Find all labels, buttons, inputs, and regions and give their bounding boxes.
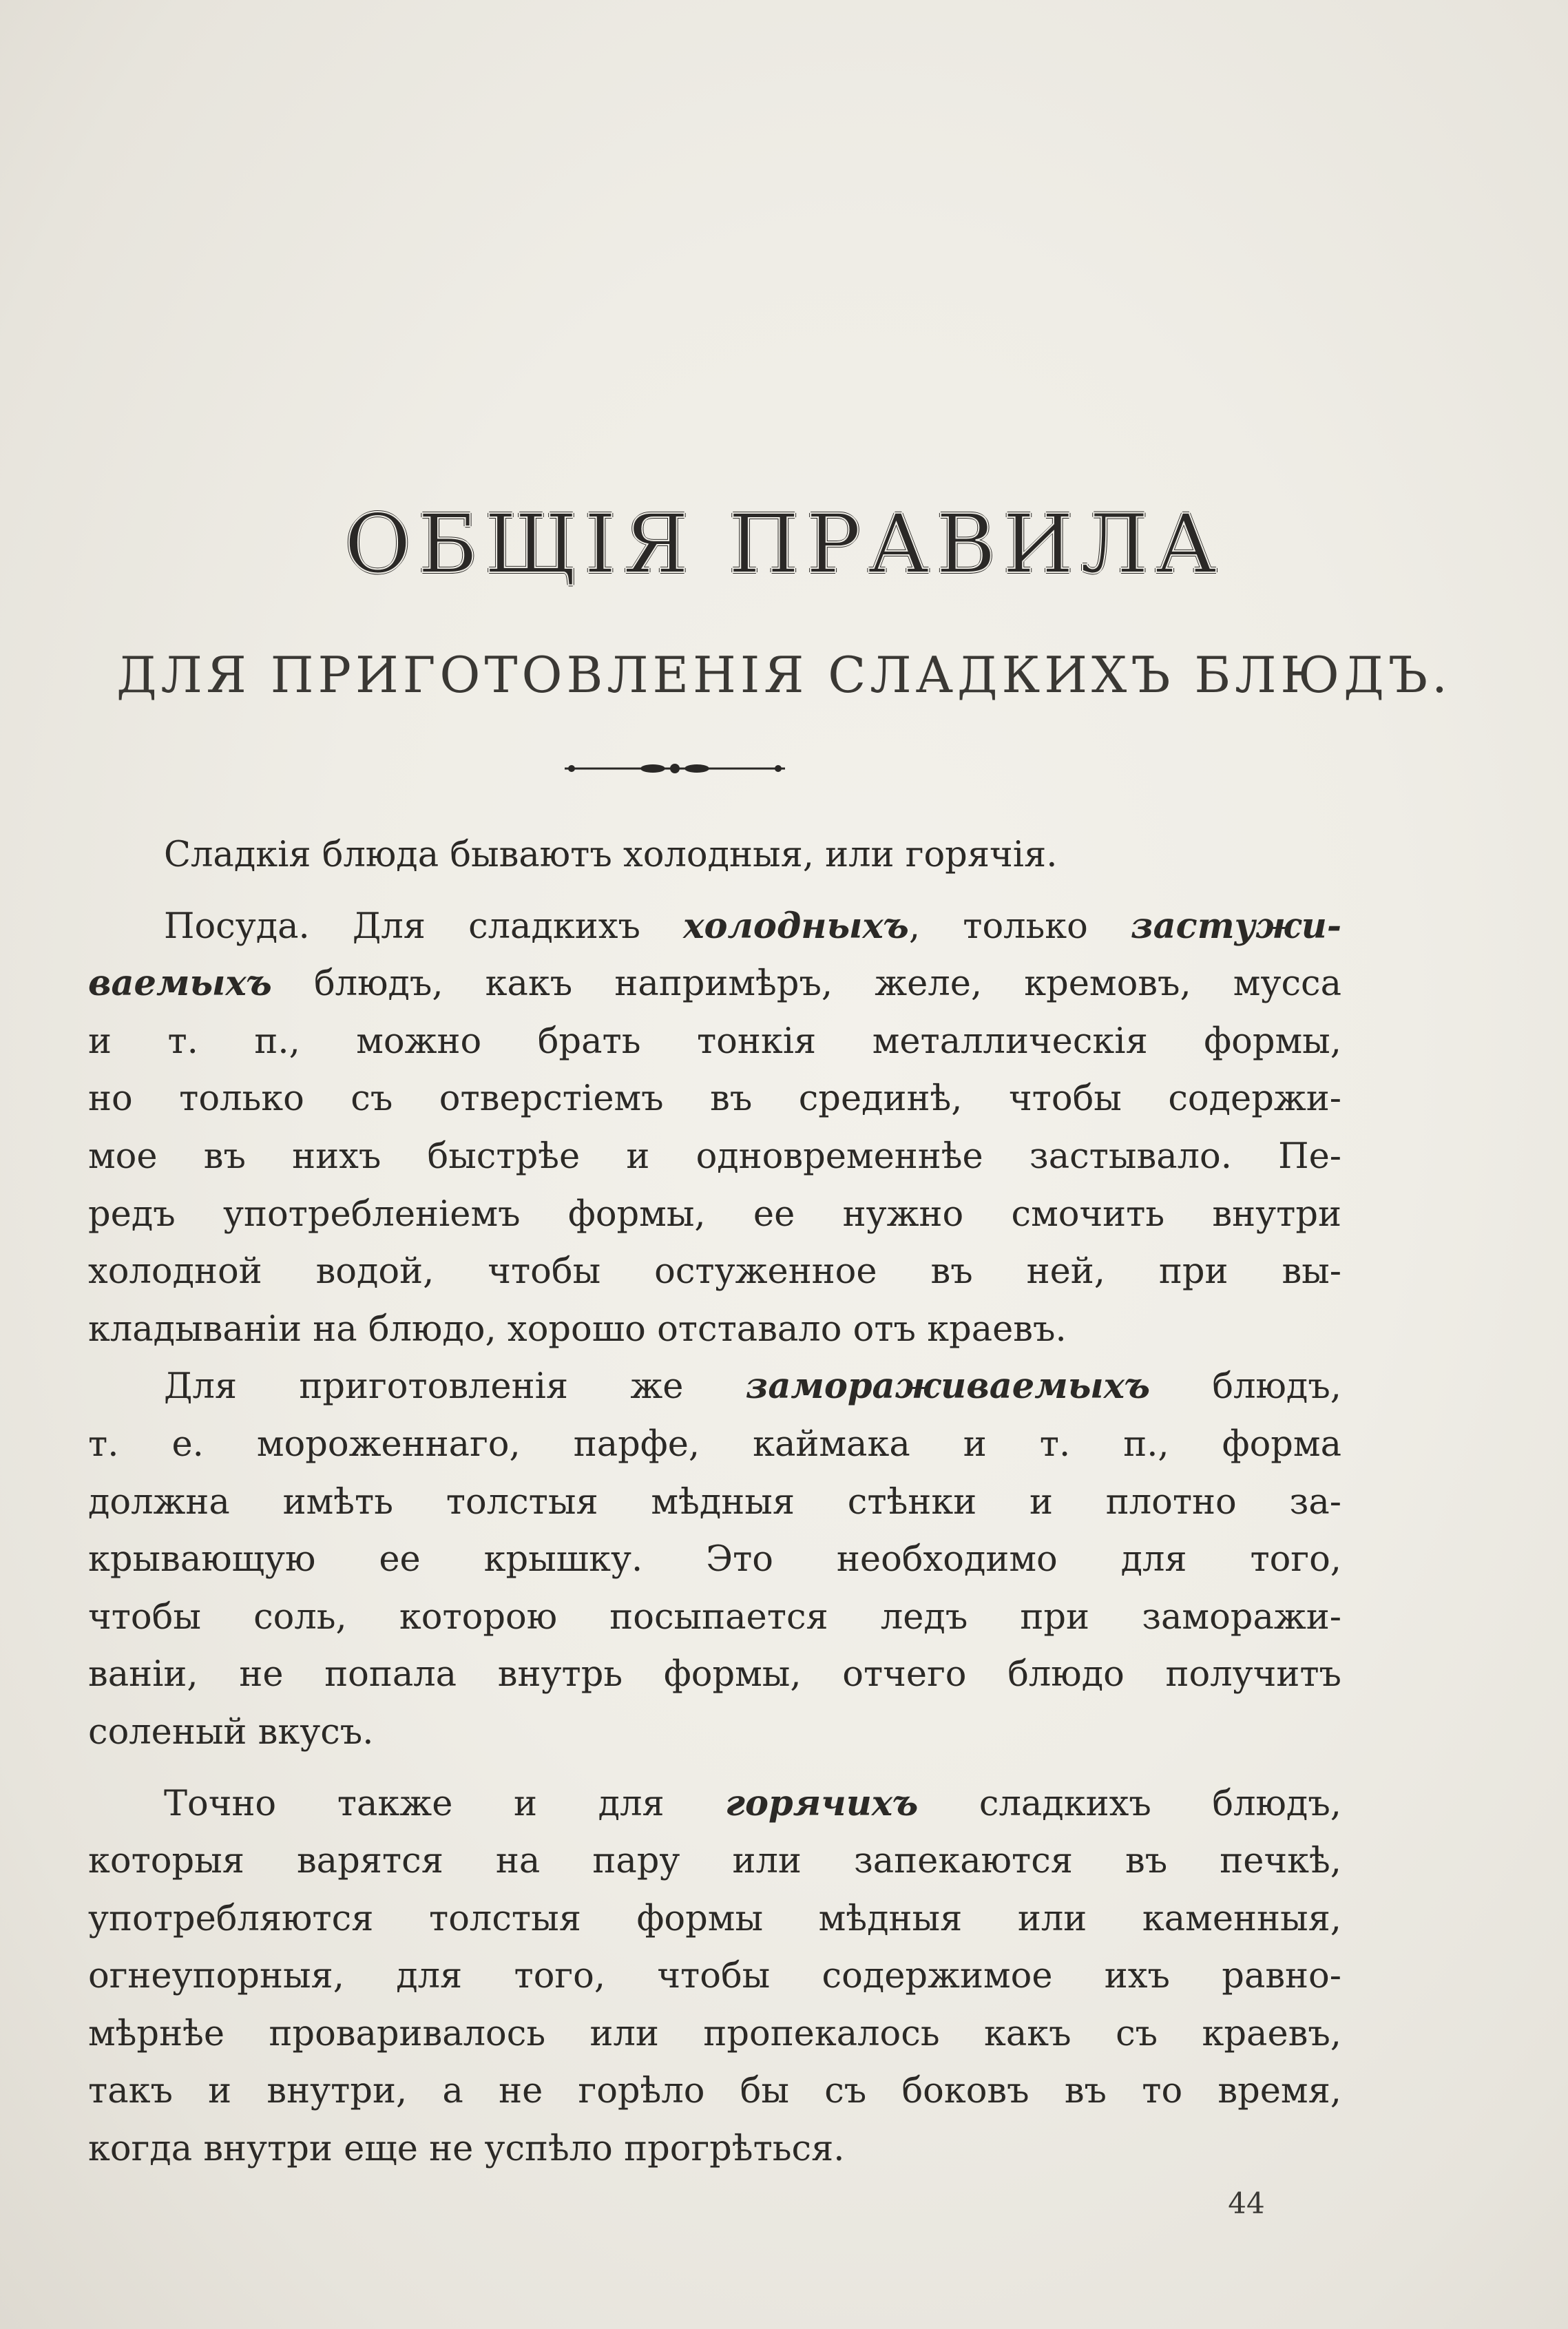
text-run: блюдъ, какъ напримѣръ, желе, кремовъ, мусса — [271, 963, 1341, 1005]
text-line — [88, 898, 1341, 956]
text-run: Для приготовленія же — [164, 1366, 746, 1408]
text-line: соленый вкусъ. — [88, 1711, 374, 1753]
text-line: употребляются толстыя формы мѣдныя или каменныя, — [88, 1898, 1341, 1939]
page-subtitle: ДЛЯ ПРИГОТОВЛЕНІЯ СЛАДКИХЪ БЛЮДЪ. — [116, 646, 1452, 704]
text-line — [88, 955, 1341, 1013]
text-line: должна имѣть толстыя мѣдныя стѣнки и плотно за- — [88, 1481, 1341, 1523]
text-line: и т. п., можно брать тонкія металлическія формы, — [88, 1021, 1341, 1062]
text-line: крывающую ее крышку. Это необходимо для того, — [88, 1539, 1341, 1580]
text-run: блюдъ, — [1150, 1366, 1341, 1408]
divider-ornament-icon — [565, 760, 785, 777]
text-line: которыя варятся на пару или запекаются въ печкѣ, — [88, 1841, 1341, 1882]
text-line: огнеупорныя, для того, чтобы содержимое ихъ равно- — [88, 1956, 1341, 1997]
text-line: чтобы соль, которою посыпается ледъ при заморажи- — [88, 1596, 1341, 1638]
text-line: холодной водой, чтобы остуженное въ ней, при вы- — [88, 1251, 1341, 1293]
body-text — [88, 826, 1341, 2178]
text-line — [88, 1358, 1341, 1416]
text-line — [88, 1775, 1341, 1833]
paragraph-gap — [88, 1762, 1341, 1775]
text-run: , только — [908, 906, 1131, 947]
italic-term: замораживаемыхъ — [745, 1366, 1151, 1408]
paragraph-gap — [88, 884, 1341, 898]
italic-term: ваемыхъ — [88, 963, 272, 1005]
italic-term: горячихъ — [725, 1782, 919, 1824]
text-line: ваніи, не попала внутрь формы, отчего блюдо получитъ — [88, 1654, 1341, 1695]
text-line: такъ и внутри, а не горѣло бы съ боковъ въ то время, — [88, 2071, 1341, 2112]
text-line: мѣрнѣе проваривалось или пропекалось какъ съ краевъ, — [88, 2013, 1341, 2054]
italic-term: холодныхъ — [683, 905, 909, 947]
text-run: Посуда. Для сладкихъ — [164, 906, 684, 947]
text-line: кладываніи на блюдо, хорошо отставало отъ краевъ. — [88, 1308, 1067, 1350]
text-run: Точно также и для — [164, 1783, 726, 1824]
text-line: мое въ нихъ быстрѣе и одновременнѣе застывало. Пе- — [88, 1136, 1341, 1177]
text-line: но только съ отверстіемъ въ срединѣ, чтобы содержи- — [88, 1078, 1341, 1120]
text-line: т. е. мороженнаго, парфе, каймака и т. п., форма — [88, 1423, 1341, 1465]
page-title: ОБЩІЯ ПРАВИЛА — [344, 497, 1224, 592]
text-line: когда внутри еще не успѣло прогрѣться. — [88, 2129, 845, 2170]
page-number: 44 — [1228, 2186, 1265, 2220]
italic-term: застужи- — [1131, 905, 1341, 947]
text-run: сладкихъ блюдъ, — [918, 1783, 1341, 1824]
text-line: редъ употребленіемъ формы, ее нужно смочить внутри — [88, 1193, 1341, 1235]
text-line: Сладкія блюда бываютъ холодныя, или горячія. — [164, 835, 1058, 875]
